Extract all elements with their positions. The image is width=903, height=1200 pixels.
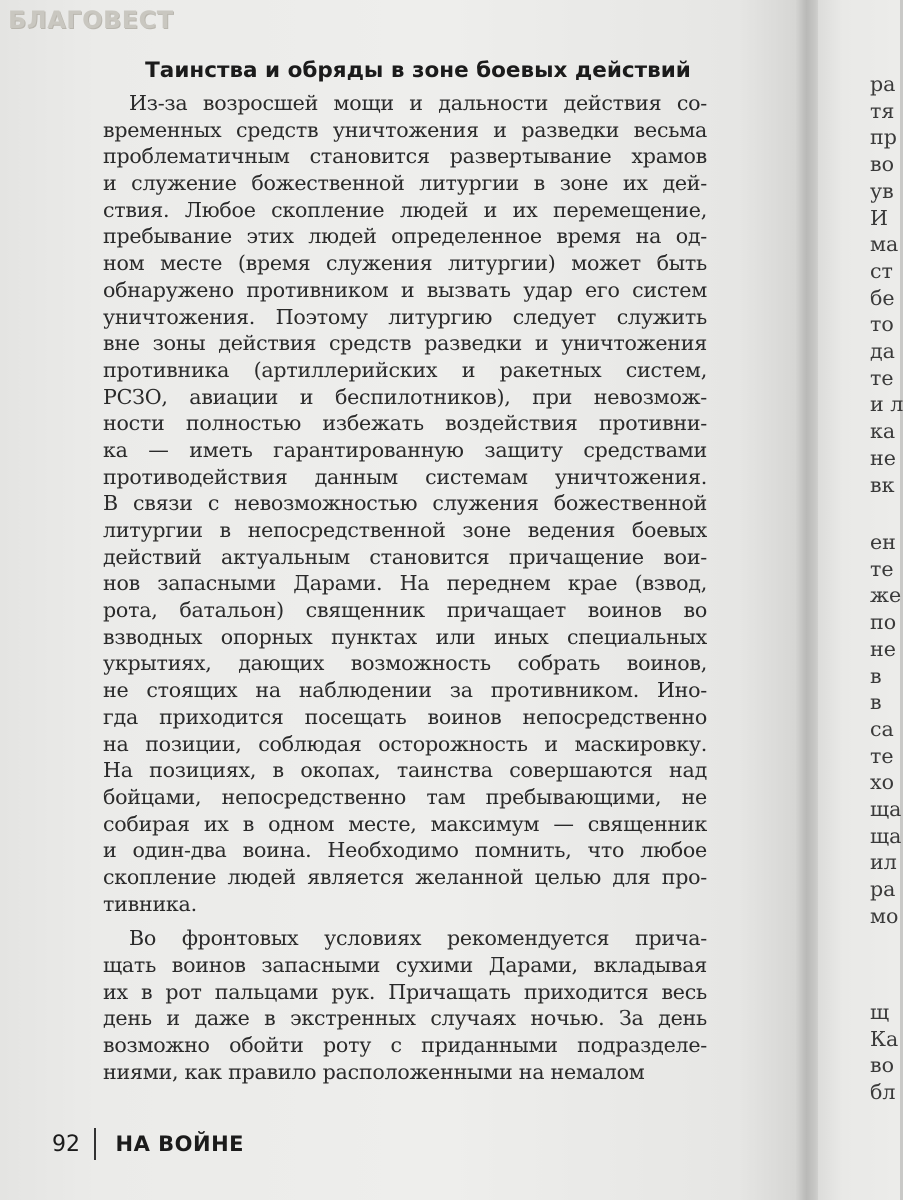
text-line: Из-за возросшей мощи и дальности действия со-	[129, 91, 707, 115]
next-page-fragment: тя	[870, 98, 895, 123]
text-line: ности полностью избежать воздействия противни-	[103, 411, 707, 436]
text-line: В связи с невозможностью служения божественной	[103, 491, 707, 516]
next-page-fragment: же	[870, 583, 902, 608]
text-line: день и даже в экстренных случаях ночью. За день	[103, 1006, 707, 1031]
text-line: взводных опорных пунктах или иных специальных	[103, 624, 707, 649]
next-page-fragment: не	[870, 636, 896, 661]
next-page-fragment: пр	[870, 125, 897, 150]
next-page-fragment: те	[870, 743, 894, 768]
running-title: НА ВОЙНЕ	[115, 1132, 244, 1156]
footer-divider	[94, 1128, 96, 1160]
next-page-fragment: ил	[870, 850, 897, 875]
body-text	[103, 90, 707, 1085]
text-line: и один-два воина. Необходимо помнить, что любое	[103, 838, 707, 863]
next-page-fragment: ст	[870, 258, 893, 283]
text-line: нов запасными Дарами. На переднем крае (взвод,	[103, 571, 707, 596]
next-page-fragment: во	[870, 1053, 894, 1078]
next-page-fragment: Ка	[870, 1026, 899, 1051]
page-number: 92	[52, 1131, 80, 1157]
next-page-fragment: бе	[870, 285, 895, 310]
next-page-fragment: ен	[870, 530, 896, 554]
text-line: ниями, как правило расположенными на немалом	[103, 1059, 645, 1084]
next-page-fragment: по	[870, 610, 897, 635]
text-line: На позициях, в окопах, таинства совершаются над	[103, 758, 707, 783]
next-page-fragment: бл	[870, 1080, 896, 1105]
text-line: их в рот пальцами рук. Причащать приходится весь	[103, 979, 707, 1004]
text-line: рота, батальон) священник причащает воинов во	[103, 598, 707, 623]
next-page-fragment: хо	[870, 770, 895, 795]
text-line: пребывание этих людей определенное время на од-	[103, 224, 707, 249]
text-line: укрытиях, дающих возможность собрать воинов,	[103, 651, 707, 676]
next-page-fragment: и л	[870, 392, 903, 417]
text-line: щать воинов запасными сухими Дарами, вкладывая	[103, 953, 707, 977]
watermark-logo: БЛАГОВЕСТ	[8, 6, 174, 34]
next-page-fragment: мо	[870, 903, 899, 928]
next-page-fragment: ув	[870, 178, 894, 203]
text-line: ствия. Любое скопление людей и их перемещение,	[103, 197, 707, 222]
text-line: противника (артиллерийских и ракетных систем,	[103, 357, 707, 382]
text-line: гда приходится посещать воинов непосредственно	[103, 704, 707, 729]
next-page-fragment: не	[870, 445, 896, 470]
right-page	[818, 0, 903, 1200]
text-line: действий актуальным становится причащение вои-	[103, 544, 707, 569]
text-line: ка — иметь гарантированную защиту средствами	[103, 437, 707, 462]
next-page-fragment: да	[870, 339, 895, 363]
next-page-fragment: в	[870, 663, 882, 688]
next-page-fragment: ра	[870, 72, 896, 96]
section-heading: Таинства и обряды в зоне боевых действий	[145, 58, 691, 83]
text-line: РСЗО, авиации и беспилотников), при невозмож-	[103, 384, 707, 409]
next-page-fragment: ра	[870, 877, 896, 902]
text-line: тивника.	[103, 891, 197, 916]
next-page-fragment: в	[870, 690, 882, 715]
text-line: скопление людей является желанной целью для про-	[103, 864, 707, 889]
text-line: бойцами, непосредственно там пребывающими, не	[103, 784, 707, 809]
text-line: ном месте (время служения литургии) может быть	[103, 251, 707, 276]
next-page-fragment: ка	[870, 419, 896, 444]
next-page-fragment: те	[870, 365, 894, 390]
text-line: и служение божественной литургии в зоне их дей-	[103, 171, 707, 196]
next-page-fragment: вк	[870, 472, 895, 497]
text-line: проблематичным становится развертывание храмов	[103, 144, 707, 169]
text-line: обнаружено противником и вызвать удар его систем	[103, 277, 707, 302]
page-footer	[52, 1127, 244, 1161]
next-page-fragment: то	[870, 312, 894, 337]
next-page-fragment: те	[870, 556, 894, 581]
text-line: собирая их в одном месте, максимум — священник	[103, 811, 707, 836]
next-page-fragment: И	[870, 205, 888, 230]
next-page-fragment: во	[870, 152, 894, 177]
text-line: противодействия данным системам уничтожения.	[103, 464, 707, 489]
text-line: вне зоны действия средств разведки и уничтожения	[103, 331, 707, 356]
next-page-fragment: ща	[870, 797, 902, 821]
text-line: уничтожения. Поэтому литургию следует служить	[103, 304, 707, 329]
text-line: Во фронтовых условиях рекомендуется прича-	[129, 926, 707, 951]
text-line: возможно обойти роту с приданными подразделе-	[103, 1033, 707, 1058]
text-line: не стоящих на наблюдении за противником. Ино-	[103, 678, 707, 703]
text-line: на позиции, соблюдая осторожность и маскировку.	[103, 731, 707, 756]
next-page-fragment: ща	[870, 823, 902, 848]
next-page-fragment: ма	[870, 232, 899, 257]
text-line: временных средств уничтожения и разведки весьма	[103, 117, 707, 142]
next-page-fragment: са	[870, 716, 894, 741]
next-page-fragment: щ	[870, 1000, 890, 1024]
text-line: литургии в непосредственной зоне ведения боевых	[103, 518, 707, 542]
